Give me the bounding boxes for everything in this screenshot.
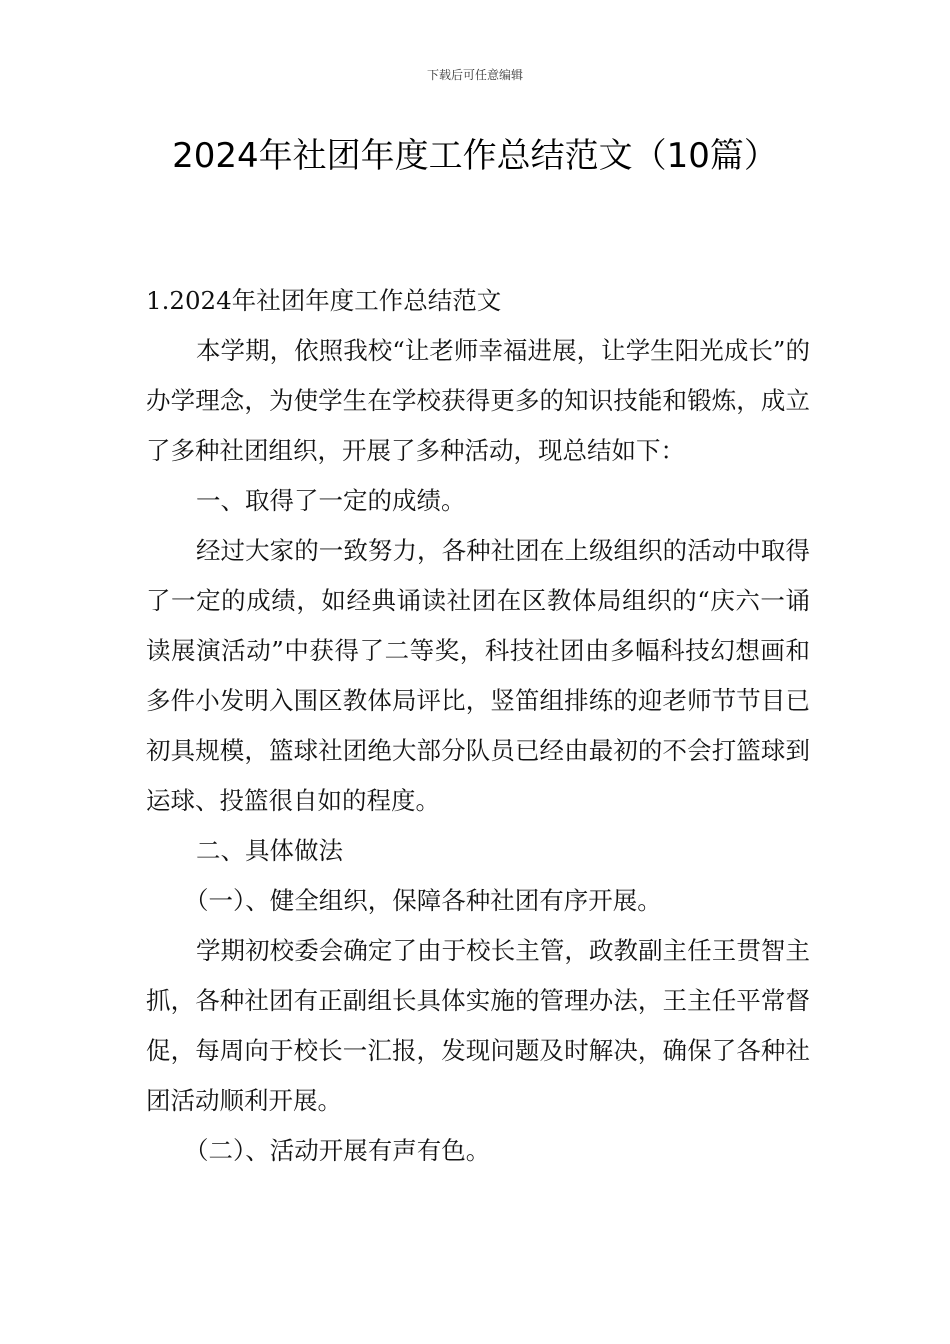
heading-methods: 二、具体做法	[196, 836, 343, 865]
paragraph-intro: 本学期，依照我校“让老师幸福进展，让学生阳光成长”的办学理念，为使学生在学校获得更多的知识技能和锻炼，成立了多种社团组织，开展了多种活动，现总结如下：	[146, 336, 810, 465]
header-note: 下载后可任意编辑	[426, 68, 523, 82]
document-title: 2024年社团年度工作总结范文（10篇）	[172, 136, 778, 176]
subheading-organization: （一）、健全组织，保障各种社团有序开展。	[184, 886, 662, 915]
document-body	[146, 276, 810, 1176]
subheading-activities: （二）、活动开展有声有色。	[184, 1136, 491, 1165]
paragraph-achievements: 经过大家的一致努力，各种社团在上级组织的活动中取得了一定的成绩，如经典诵读社团在区教体局组织的“庆六一诵读展演活动”中获得了二等奖，科技社团由多幅科技幻想画和多件小发明入围区教体局评比，竖笛组排练的迎老师节节目已初具规模，篮球社团绝大部分队员已经由最初的不会打篮球到运球、投篮很自如的程度。	[146, 536, 810, 815]
section-heading: 1.2024年社团年度工作总结范文	[146, 286, 502, 315]
paragraph-organization: 学期初校委会确定了由于校长主管，政教副主任王贯智主抓，各种社团有正副组长具体实施的管理办法，王主任平常督促，每周向于校长一汇报，发现问题及时解决，确保了各种社团活动顺利开展。	[146, 936, 810, 1115]
heading-achievements: 一、取得了一定的成绩。	[196, 486, 466, 515]
